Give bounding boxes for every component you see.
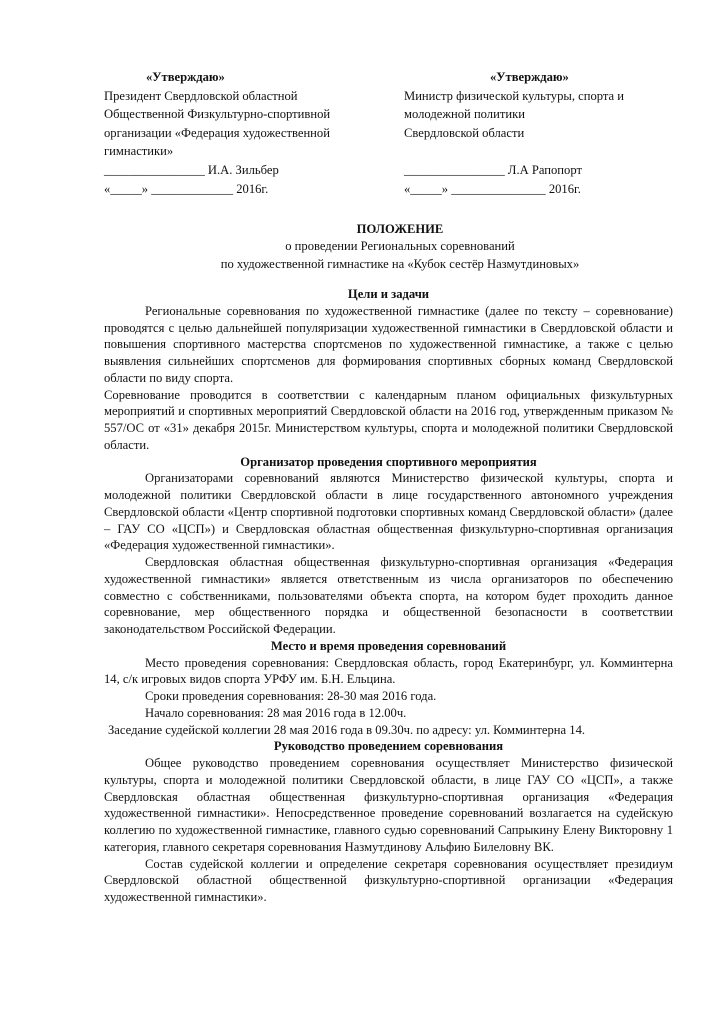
section-heading-organizer: Организатор проведения спортивного мероприятия — [240, 454, 537, 469]
paragraph: Соревнование проводится в соответствии с календарным планом официальных физкультурных мероприятий и спортивных мероприятий Свердловской области на 2016 год, утвержденным приказом № 557/ОС от «31» декабря 2015г. Министерством культуры, спорта и молодежной политики Свердловской области. — [104, 387, 673, 452]
approval-right-line: молодежной политики — [404, 107, 525, 122]
section-heading-venue: Место и время проведения соревнований — [270, 638, 507, 653]
paragraph: Свердловская областная общественная физкультурно-спортивная организация «Федерация художественной гимнастики» является ответственным из числа организаторов по обеспечению совместно с собственниками, пользователями объекта спорта, на котором будет проходить данное соревнование, мер общественного порядка и общественной безопасности в соответствии законодательством Российской Федерации. — [104, 555, 673, 636]
approval-block-right — [404, 68, 674, 198]
paragraph: Региональные соревнования по художественной гимнастике (далее по тексту – соревнование) проводятся с целью дальнейшей популяризации художественной гимнастики в Свердловской области и повышения спортивного мастерства спортсменов по художественной гимнастике, а также с целью выявления сильнейших спортсменов для формирования спортивных сборных команд Свердловской области по виду спорта. — [104, 303, 673, 385]
title-subtitle-1: о проведении Региональных соревнований — [285, 239, 515, 254]
paragraph: Начало соревнования: 28 мая 2016 года в 12.00ч. — [145, 705, 407, 720]
approval-right-line: Министр физической культуры, спорта и — [404, 88, 625, 103]
approval-block-left — [104, 68, 404, 198]
title-main: ПОЛОЖЕНИЕ — [356, 222, 444, 236]
document-body — [104, 286, 673, 906]
approval-left-line: Президент Свердловской областной — [104, 88, 298, 103]
approval-heading-left: «Утверждаю» — [146, 70, 225, 84]
approval-right-signature: ________________ Л.А Рапопорт — [404, 162, 582, 177]
paragraph: Заседание судейской коллегии 28 мая 2016 года в 09.30ч. по адресу: ул. Комминтерна 14. — [108, 722, 586, 737]
approval-right-line — [404, 142, 674, 161]
paragraph: Место проведения соревнования: Свердловская область, город Екатеринбург, ул. Комминтерна 14, с/к игровых видов спорта УРФУ им. Б.Н. Ельцина. — [104, 655, 673, 687]
paragraph: Сроки проведения соревнования: 28-30 мая 2016 года. — [145, 689, 437, 703]
paragraph: Общее руководство проведением соревнования осуществляет Министерство физической культуры, спорта и молодежной политики Свердловской области, в лице ГАУ СО «ЦСП», а также Свердловская областная общественная физкультурно-спортивная организация «Федерация художественной гимнастики». Непосредственное проведение соревнований возлагается на судейскую коллегию по художественной гимнастике, главного судью соревнований Сапрыкину Елену Викторовну 1 категория, главного секретаря соревнования Назмутдинову Альфию Билеловну ВК. — [104, 756, 673, 854]
paragraph: Организаторами соревнований являются Министерство физической культуры, спорта и молодежной политики Свердловской области в лице государственного автономного учреждения Свердловской области «Центр спортивной подготовки спортивных команд Свердловской области» (далее – ГАУ СО «ЦСП») и Свердловская областная общественная физкультурно-спортивная организация «Федерация художественной гимнастики». — [104, 471, 673, 553]
approval-left-line: гимнастики» — [104, 144, 174, 159]
approval-left-line: организации «Федерация художественной — [104, 125, 330, 140]
title-subtitle-2: по художественной гимнастике на «Кубок сестёр Назмутдиновых» — [220, 256, 580, 271]
approval-heading-right: «Утверждаю» — [490, 70, 569, 84]
approval-left-date: «_____» _____________ 2016г. — [104, 181, 269, 196]
paragraph: Состав судейской коллегии и определение секретаря соревнования осуществляет президиум Свердловской областной общественной физкультурно-спортивной организации «Федерация художественной гимнастики». — [104, 856, 673, 904]
approval-left-signature: ________________ И.А. Зильбер — [104, 162, 279, 177]
document-title — [100, 221, 700, 273]
section-heading-goals: Цели и задачи — [347, 287, 430, 301]
approval-right-line: Свердловской области — [404, 125, 525, 140]
section-heading-management: Руководство проведением соревнования — [273, 739, 504, 754]
approval-right-date: «_____» _______________ 2016г. — [404, 181, 581, 196]
approval-left-line: Общественной Физкультурно-спортивной — [104, 107, 331, 122]
